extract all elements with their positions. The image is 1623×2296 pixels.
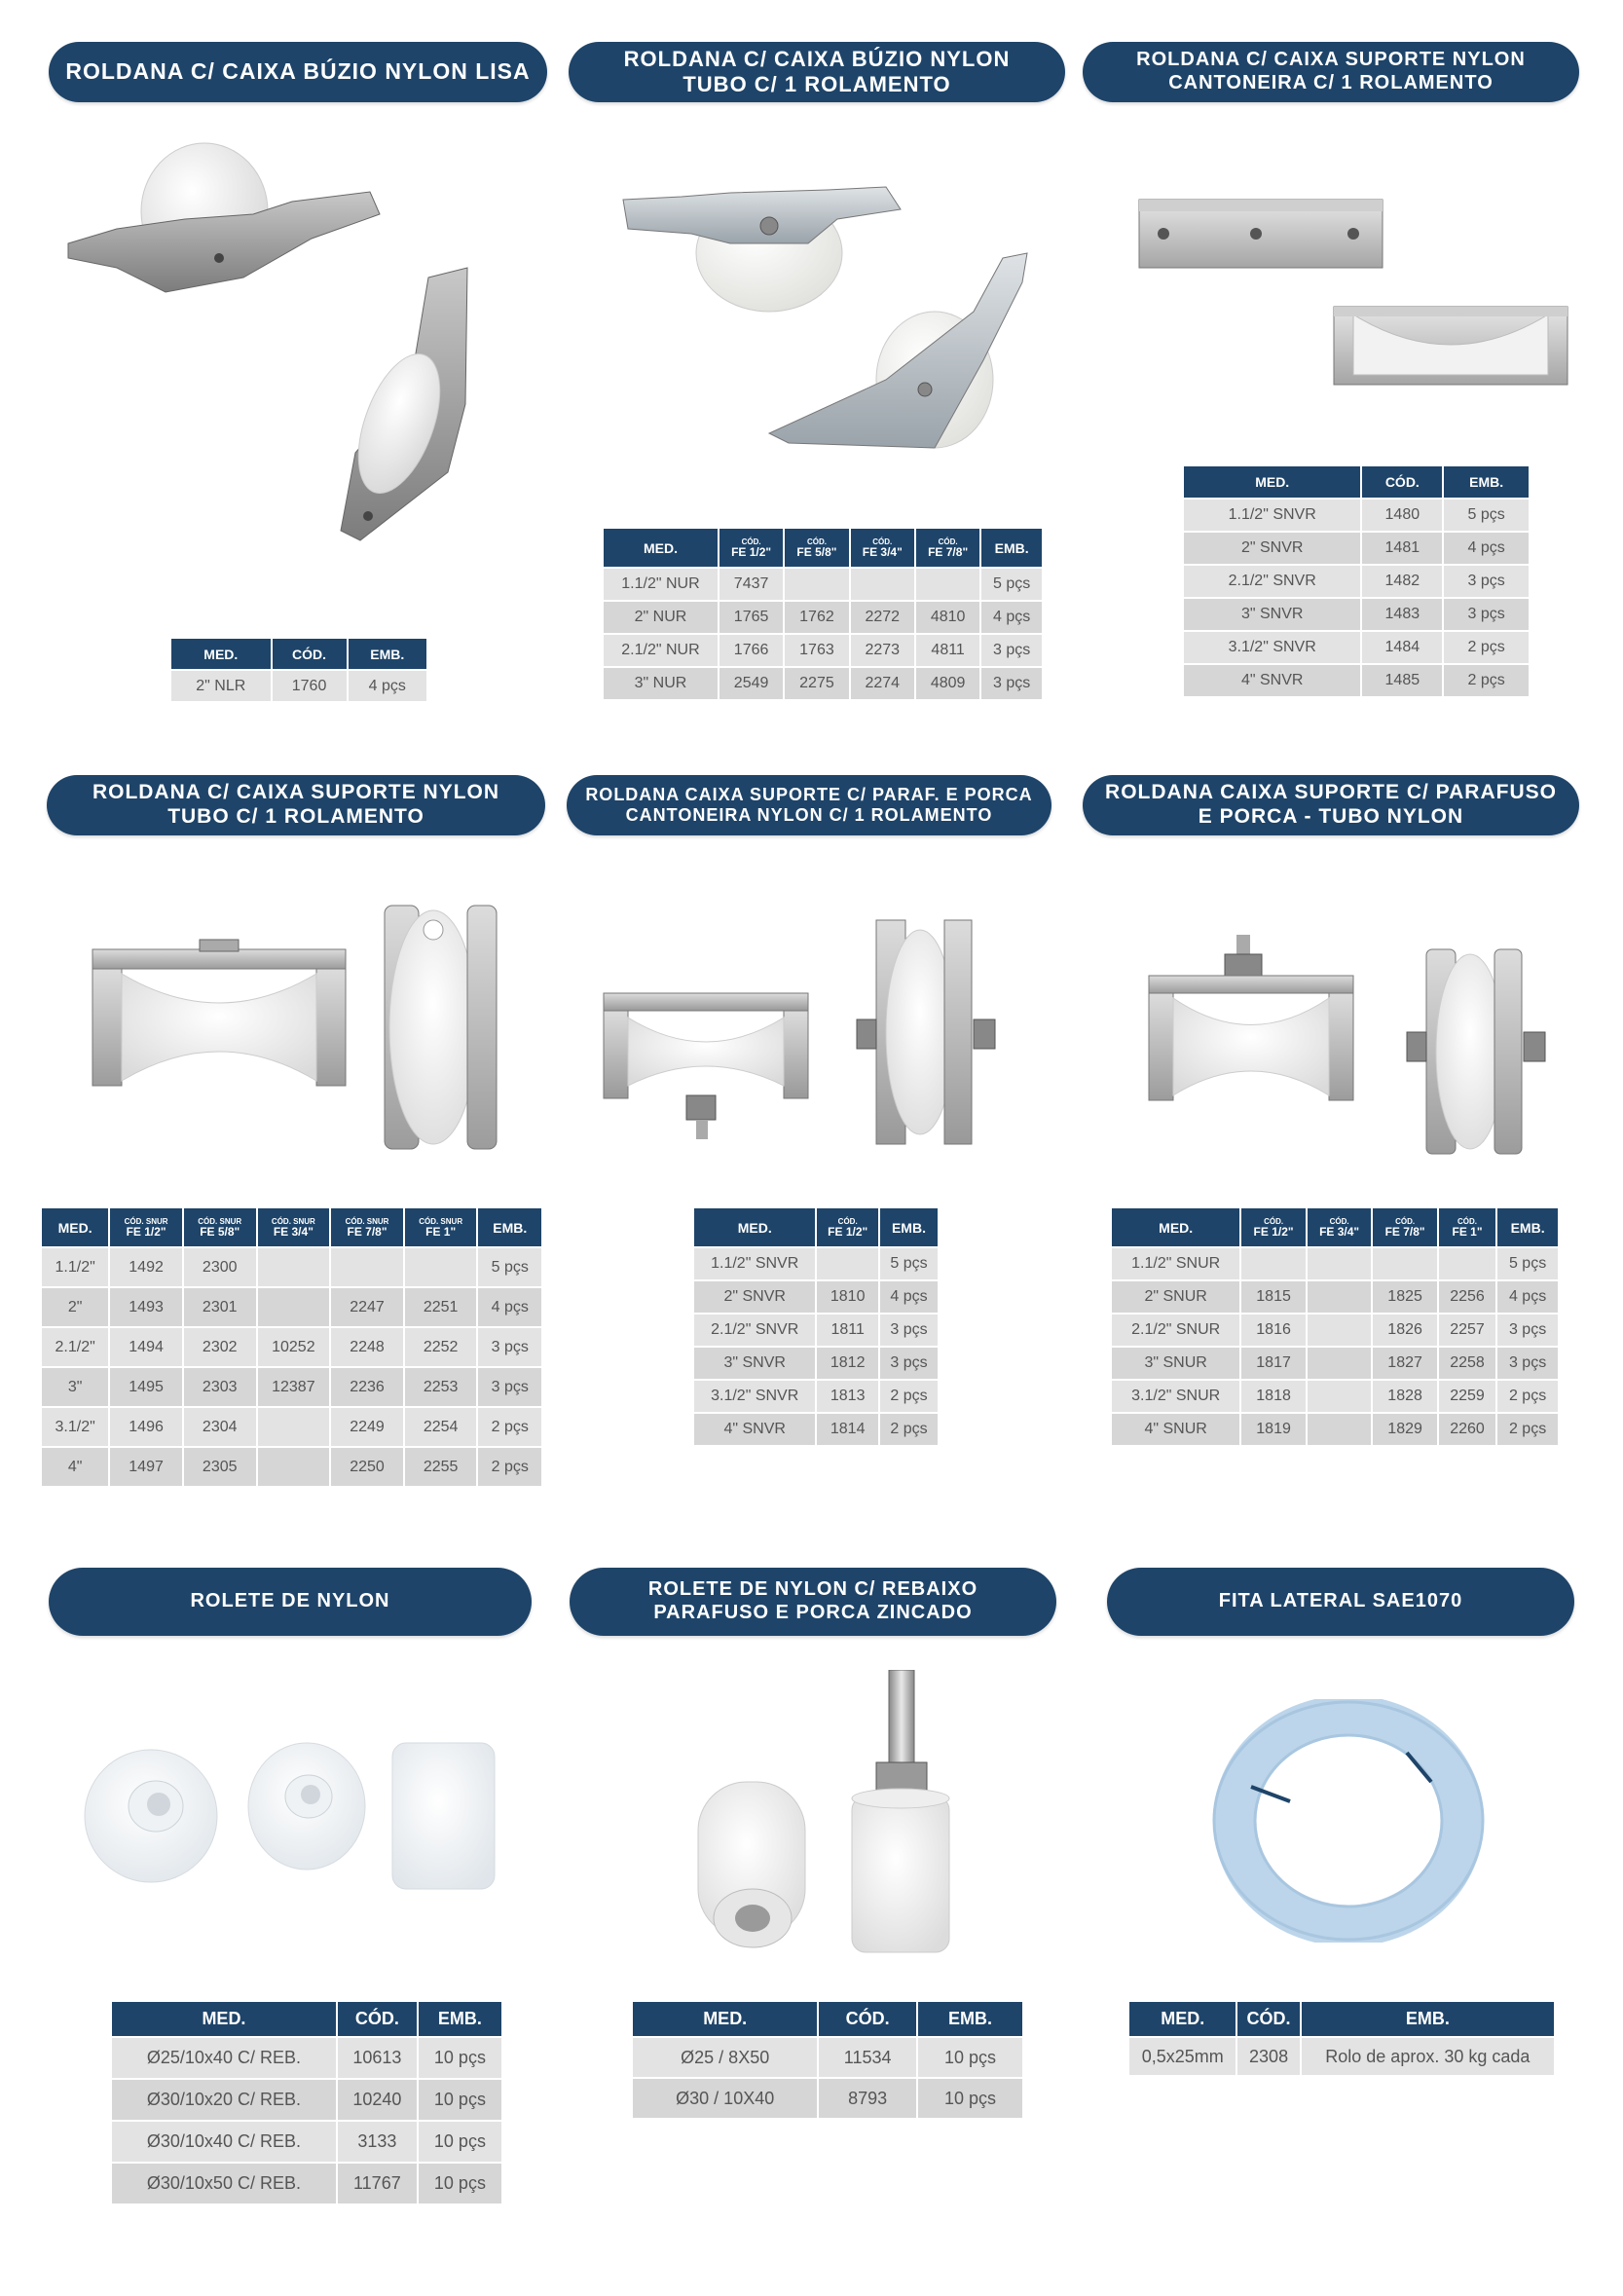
table-cell: 3.1/2" <box>42 1407 109 1447</box>
spec-table-suporte-cantoneira <box>1184 466 1531 698</box>
column-header: MED. <box>633 2002 818 2037</box>
table-cell: 5 pçs <box>477 1247 542 1287</box>
table-cell: 3 pçs <box>1496 1314 1559 1347</box>
table-cell <box>1307 1314 1373 1347</box>
table-cell: 1760 <box>272 670 348 702</box>
table-row <box>694 1247 939 1280</box>
table-cell: 2 pçs <box>1443 631 1530 664</box>
product-image-fita-lateral <box>1212 1699 1485 1943</box>
table-row <box>604 667 1043 700</box>
table-cell <box>1307 1280 1373 1314</box>
table-row <box>694 1314 939 1347</box>
table-cell: 1497 <box>109 1447 183 1487</box>
column-header: EMB. <box>879 1208 939 1247</box>
column-header: CÓD. FE 7/8" <box>915 529 980 568</box>
table-header-row <box>1184 466 1530 499</box>
table-row <box>1112 1280 1559 1314</box>
table-cell: 2" NUR <box>604 601 719 634</box>
table-cell: 5 pçs <box>879 1247 939 1280</box>
column-header: CÓD. <box>272 639 348 670</box>
column-header: EMB. <box>348 639 427 670</box>
column-header: CÓD. <box>337 2002 418 2037</box>
table-cell <box>1307 1347 1373 1380</box>
table-cell: 10 pçs <box>418 2037 502 2079</box>
table-header-row <box>112 2002 502 2037</box>
table-cell: 1.1/2" <box>42 1247 109 1287</box>
section-title-1: ROLDANA C/ CAIXA BÚZIO NYLON LISA <box>49 42 547 102</box>
table-cell: 2236 <box>330 1367 404 1407</box>
table-header-row <box>633 2002 1023 2037</box>
table-cell: 2 pçs <box>477 1407 542 1447</box>
table-cell: 1.1/2" SNVR <box>1184 499 1361 532</box>
spec-table-buzio-lisa <box>171 639 428 703</box>
column-header: MED. <box>112 2002 337 2037</box>
table-cell: 1.1/2" SNVR <box>694 1247 816 1280</box>
column-header: CÓD. FE 1/2" <box>816 1208 879 1247</box>
table-cell: 3 pçs <box>980 667 1043 700</box>
table-cell: 1495 <box>109 1367 183 1407</box>
table-cell: 2301 <box>183 1287 257 1327</box>
table-cell <box>330 1247 404 1287</box>
column-header: EMB. <box>1301 2002 1555 2037</box>
table-cell: 2251 <box>404 1287 478 1327</box>
table-row <box>1184 565 1530 598</box>
table-row <box>604 601 1043 634</box>
table-row <box>694 1347 939 1380</box>
table-row <box>112 2121 502 2163</box>
column-header: EMB. <box>1443 466 1530 499</box>
table-cell: 1812 <box>816 1347 879 1380</box>
column-header: CÓD. FE 3/4" <box>1307 1208 1373 1247</box>
product-image-rolete-rebaixo <box>686 1670 1017 1962</box>
column-header: MED. <box>171 639 272 670</box>
table-row <box>112 2079 502 2121</box>
table-cell: 1485 <box>1361 664 1443 697</box>
table-row <box>1184 499 1530 532</box>
table-cell <box>850 568 915 601</box>
table-cell: 2.1/2" NUR <box>604 634 719 667</box>
table-row <box>1184 532 1530 565</box>
table-cell: 2275 <box>784 667 849 700</box>
table-cell: 2302 <box>183 1327 257 1367</box>
table-cell: 10 pçs <box>418 2121 502 2163</box>
table-cell: 1496 <box>109 1407 183 1447</box>
table-cell <box>257 1407 331 1447</box>
table-cell: 2.1/2" <box>42 1327 109 1367</box>
table-cell: 0,5x25mm <box>1129 2037 1236 2076</box>
column-header: CÓD. FE 3/4" <box>850 529 915 568</box>
table-cell: 3 pçs <box>879 1314 939 1347</box>
table-cell: 4" SNVR <box>1184 664 1361 697</box>
table-cell: 1810 <box>816 1280 879 1314</box>
column-header: MED. <box>42 1208 109 1247</box>
table-cell: Ø30 / 10X40 <box>633 2078 818 2119</box>
product-image-rolete-nylon <box>83 1719 511 1904</box>
table-cell: 2" SNUR <box>1112 1280 1240 1314</box>
table-cell: 2 pçs <box>879 1413 939 1446</box>
spec-table-suporte-tubo <box>42 1208 543 1488</box>
table-cell: 2305 <box>183 1447 257 1487</box>
table-cell: 1.1/2" SNUR <box>1112 1247 1240 1280</box>
table-cell: 10613 <box>337 2037 418 2079</box>
product-image-suporte-cantoneira <box>1129 180 1577 414</box>
table-cell: 1765 <box>719 601 784 634</box>
table-cell: 2549 <box>719 667 784 700</box>
table-cell: 5 pçs <box>980 568 1043 601</box>
column-header: CÓD. FE 5/8" <box>784 529 849 568</box>
table-cell: 2 pçs <box>1496 1380 1559 1413</box>
table-cell: 1819 <box>1240 1413 1307 1446</box>
table-cell: 3 pçs <box>980 634 1043 667</box>
table-cell: 2253 <box>404 1367 478 1407</box>
table-cell: 2 pçs <box>477 1447 542 1487</box>
table-cell: 1.1/2" NUR <box>604 568 719 601</box>
table-cell: 3 pçs <box>1443 565 1530 598</box>
table-cell: 1811 <box>816 1314 879 1347</box>
table-row <box>1184 664 1530 697</box>
column-header: CÓD. SNUR FE 1" <box>404 1208 478 1247</box>
table-cell: 2273 <box>850 634 915 667</box>
table-cell: 1814 <box>816 1413 879 1446</box>
section-title-5: ROLDANA CAIXA SUPORTE C/ PARAF. E PORCA CANTONEIRA NYLON C/ 1 ROLAMENTO <box>567 775 1051 835</box>
table-cell: 3 pçs <box>477 1327 542 1367</box>
table-cell: 10 pçs <box>917 2037 1023 2078</box>
table-cell: 8793 <box>818 2078 917 2119</box>
table-cell: 4" <box>42 1447 109 1487</box>
table-cell: 4 pçs <box>348 670 427 702</box>
table-cell: 2303 <box>183 1367 257 1407</box>
table-cell: 2252 <box>404 1327 478 1367</box>
section-title-6: ROLDANA CAIXA SUPORTE C/ PARAFUSO E PORCA - TUBO NYLON <box>1083 775 1579 835</box>
table-cell <box>404 1247 478 1287</box>
table-cell: 1816 <box>1240 1314 1307 1347</box>
table-cell: 2308 <box>1236 2037 1300 2076</box>
table-row <box>42 1287 542 1327</box>
table-cell: 2250 <box>330 1447 404 1487</box>
table-row <box>1184 598 1530 631</box>
section-title-8: ROLETE DE NYLON C/ REBAIXO PARAFUSO E PORCA ZINCADO <box>570 1568 1056 1636</box>
table-cell: 2.1/2" SNVR <box>1184 565 1361 598</box>
column-header: CÓD. <box>1236 2002 1300 2037</box>
table-cell: 3.1/2" SNUR <box>1112 1380 1240 1413</box>
product-image-buzio-tubo <box>613 166 1061 467</box>
table-header-row <box>1112 1208 1559 1247</box>
table-cell: 2 pçs <box>1496 1413 1559 1446</box>
table-cell <box>784 568 849 601</box>
table-header-row <box>604 529 1043 568</box>
column-header: EMB. <box>980 529 1043 568</box>
table-cell: 1494 <box>109 1327 183 1367</box>
column-header: CÓD. SNUR FE 1/2" <box>109 1208 183 1247</box>
table-cell <box>1307 1380 1373 1413</box>
table-cell: 1763 <box>784 634 849 667</box>
table-cell: Ø30/10x50 C/ REB. <box>112 2163 337 2204</box>
table-cell: 4 pçs <box>980 601 1043 634</box>
table-row <box>1184 631 1530 664</box>
table-row <box>42 1407 542 1447</box>
column-header: CÓD. SNUR FE 7/8" <box>330 1208 404 1247</box>
section-title-4: ROLDANA C/ CAIXA SUPORTE NYLON TUBO C/ 1 ROLAMENTO <box>47 775 545 835</box>
table-cell: 10252 <box>257 1327 331 1367</box>
column-header: CÓD. <box>1361 466 1443 499</box>
table-cell: 2257 <box>1438 1314 1496 1347</box>
table-cell: 1818 <box>1240 1380 1307 1413</box>
table-cell: 4 pçs <box>1496 1280 1559 1314</box>
table-cell: 1484 <box>1361 631 1443 664</box>
table-row <box>694 1280 939 1314</box>
spec-table-fita-lateral <box>1129 2002 1556 2077</box>
table-row <box>694 1413 939 1446</box>
table-cell: 4" SNUR <box>1112 1413 1240 1446</box>
table-cell <box>1372 1247 1438 1280</box>
table-cell: 1828 <box>1372 1380 1438 1413</box>
column-header: EMB. <box>917 2002 1023 2037</box>
spec-table-buzio-tubo <box>604 529 1044 701</box>
column-header: MED. <box>1129 2002 1236 2037</box>
table-cell: 2 pçs <box>1443 664 1530 697</box>
table-cell <box>257 1287 331 1327</box>
table-cell <box>1307 1413 1373 1446</box>
table-cell: 2274 <box>850 667 915 700</box>
table-cell: 3" SNVR <box>694 1347 816 1380</box>
table-cell: 1825 <box>1372 1280 1438 1314</box>
table-cell: 2249 <box>330 1407 404 1447</box>
table-cell: 3 pçs <box>879 1347 939 1380</box>
table-cell: 2255 <box>404 1447 478 1487</box>
table-cell <box>257 1247 331 1287</box>
table-row <box>1129 2037 1555 2076</box>
column-header: EMB. <box>418 2002 502 2037</box>
table-cell: 3" SNVR <box>1184 598 1361 631</box>
table-row <box>1112 1347 1559 1380</box>
table-cell: 1481 <box>1361 532 1443 565</box>
table-cell: 4" SNVR <box>694 1413 816 1446</box>
table-row <box>112 2037 502 2079</box>
spec-table-parafuso-cantoneira <box>694 1208 940 1447</box>
table-cell: 10 pçs <box>418 2079 502 2121</box>
section-title-3: ROLDANA C/ CAIXA SUPORTE NYLON CANTONEIRA C/ 1 ROLAMENTO <box>1083 42 1579 102</box>
section-title-2: ROLDANA C/ CAIXA BÚZIO NYLON TUBO C/ 1 ROLAMENTO <box>569 42 1065 102</box>
table-cell: 3" NUR <box>604 667 719 700</box>
table-cell: 2 pçs <box>879 1380 939 1413</box>
table-cell: Ø25/10x40 C/ REB. <box>112 2037 337 2079</box>
table-cell: 1817 <box>1240 1347 1307 1380</box>
table-row <box>604 634 1043 667</box>
table-row <box>1112 1247 1559 1280</box>
table-header-row <box>694 1208 939 1247</box>
table-cell: 2" SNVR <box>1184 532 1361 565</box>
table-cell: 2304 <box>183 1407 257 1447</box>
column-header: MED. <box>1184 466 1361 499</box>
table-cell: Ø30/10x20 C/ REB. <box>112 2079 337 2121</box>
table-row <box>42 1327 542 1367</box>
column-header: CÓD. FE 1/2" <box>719 529 784 568</box>
table-row <box>42 1367 542 1407</box>
table-cell: 1762 <box>784 601 849 634</box>
column-header: CÓD. FE 1" <box>1438 1208 1496 1247</box>
table-row <box>1112 1380 1559 1413</box>
table-cell <box>816 1247 879 1280</box>
table-cell: 11534 <box>818 2037 917 2078</box>
table-cell: 2.1/2" SNVR <box>694 1314 816 1347</box>
table-cell: 4 pçs <box>879 1280 939 1314</box>
table-cell: 1480 <box>1361 499 1443 532</box>
product-image-suporte-parafuso-tubo <box>1139 935 1568 1159</box>
table-cell: 1813 <box>816 1380 879 1413</box>
table-cell <box>915 568 980 601</box>
table-cell: 4 pçs <box>477 1287 542 1327</box>
table-cell: 11767 <box>337 2163 418 2204</box>
table-cell: 1827 <box>1372 1347 1438 1380</box>
table-cell: 1815 <box>1240 1280 1307 1314</box>
column-header: CÓD. FE 1/2" <box>1240 1208 1307 1247</box>
table-row <box>604 568 1043 601</box>
table-cell: 2256 <box>1438 1280 1496 1314</box>
section-title-9: FITA LATERAL SAE1070 <box>1107 1568 1574 1636</box>
table-cell: 2" <box>42 1287 109 1327</box>
product-image-suporte-tubo <box>83 896 540 1159</box>
table-cell: 3" <box>42 1367 109 1407</box>
column-header: MED. <box>694 1208 816 1247</box>
table-cell: 2258 <box>1438 1347 1496 1380</box>
table-cell <box>1240 1247 1307 1280</box>
column-header: EMB. <box>1496 1208 1559 1247</box>
table-cell: 3" SNUR <box>1112 1347 1240 1380</box>
table-cell: 7437 <box>719 568 784 601</box>
table-cell: 12387 <box>257 1367 331 1407</box>
table-row <box>633 2078 1023 2119</box>
spec-table-parafuso-tubo <box>1112 1208 1560 1447</box>
spec-table-rolete-nylon <box>112 2002 503 2205</box>
table-row <box>694 1380 939 1413</box>
table-cell: Ø30/10x40 C/ REB. <box>112 2121 337 2163</box>
product-image-suporte-parafuso-cantoneira <box>594 910 1013 1164</box>
table-cell: 2" NLR <box>171 670 272 702</box>
column-header: CÓD. SNUR FE 3/4" <box>257 1208 331 1247</box>
table-cell: 2247 <box>330 1287 404 1327</box>
table-cell: 1492 <box>109 1247 183 1287</box>
table-row <box>633 2037 1023 2078</box>
table-row <box>42 1447 542 1487</box>
table-cell: 4809 <box>915 667 980 700</box>
table-cell: 3 pçs <box>477 1367 542 1407</box>
table-cell <box>1307 1247 1373 1280</box>
table-row <box>42 1247 542 1287</box>
table-row <box>171 670 427 702</box>
table-cell: 2272 <box>850 601 915 634</box>
table-cell: 2254 <box>404 1407 478 1447</box>
table-cell: Ø25 / 8X50 <box>633 2037 818 2078</box>
table-cell: 2248 <box>330 1327 404 1367</box>
product-image-buzio-lisa <box>58 131 565 589</box>
table-cell: 1826 <box>1372 1314 1438 1347</box>
table-cell: 4 pçs <box>1443 532 1530 565</box>
table-cell: 10 pçs <box>418 2163 502 2204</box>
table-cell: Rolo de aprox. 30 kg cada <box>1301 2037 1555 2076</box>
table-cell: 4810 <box>915 601 980 634</box>
table-cell: 2.1/2" SNUR <box>1112 1314 1240 1347</box>
table-cell: 1482 <box>1361 565 1443 598</box>
section-title-7: ROLETE DE NYLON <box>49 1568 532 1636</box>
table-cell: 2300 <box>183 1247 257 1287</box>
table-cell: 1766 <box>719 634 784 667</box>
table-cell: 10240 <box>337 2079 418 2121</box>
table-header-row <box>171 639 427 670</box>
table-cell <box>1438 1247 1496 1280</box>
table-cell: 1829 <box>1372 1413 1438 1446</box>
column-header: CÓD. SNUR FE 5/8" <box>183 1208 257 1247</box>
table-cell: 10 pçs <box>917 2078 1023 2119</box>
table-cell: 4811 <box>915 634 980 667</box>
table-cell: 3.1/2" SNVR <box>1184 631 1361 664</box>
column-header: MED. <box>604 529 719 568</box>
table-cell: 3 pçs <box>1496 1347 1559 1380</box>
table-cell: 1483 <box>1361 598 1443 631</box>
table-row <box>1112 1314 1559 1347</box>
column-header: MED. <box>1112 1208 1240 1247</box>
table-cell: 5 pçs <box>1496 1247 1559 1280</box>
table-cell: 2260 <box>1438 1413 1496 1446</box>
table-cell: 2259 <box>1438 1380 1496 1413</box>
table-cell: 2" SNVR <box>694 1280 816 1314</box>
table-cell: 3 pçs <box>1443 598 1530 631</box>
table-cell <box>257 1447 331 1487</box>
table-cell: 5 pçs <box>1443 499 1530 532</box>
table-cell: 3.1/2" SNVR <box>694 1380 816 1413</box>
column-header: CÓD. <box>818 2002 917 2037</box>
table-row <box>112 2163 502 2204</box>
table-cell: 3133 <box>337 2121 418 2163</box>
column-header: EMB. <box>477 1208 542 1247</box>
column-header: CÓD. FE 7/8" <box>1372 1208 1438 1247</box>
spec-table-rolete-rebaixo <box>633 2002 1024 2120</box>
table-header-row <box>1129 2002 1555 2037</box>
table-cell: 1493 <box>109 1287 183 1327</box>
table-header-row <box>42 1208 542 1247</box>
table-row <box>1112 1413 1559 1446</box>
